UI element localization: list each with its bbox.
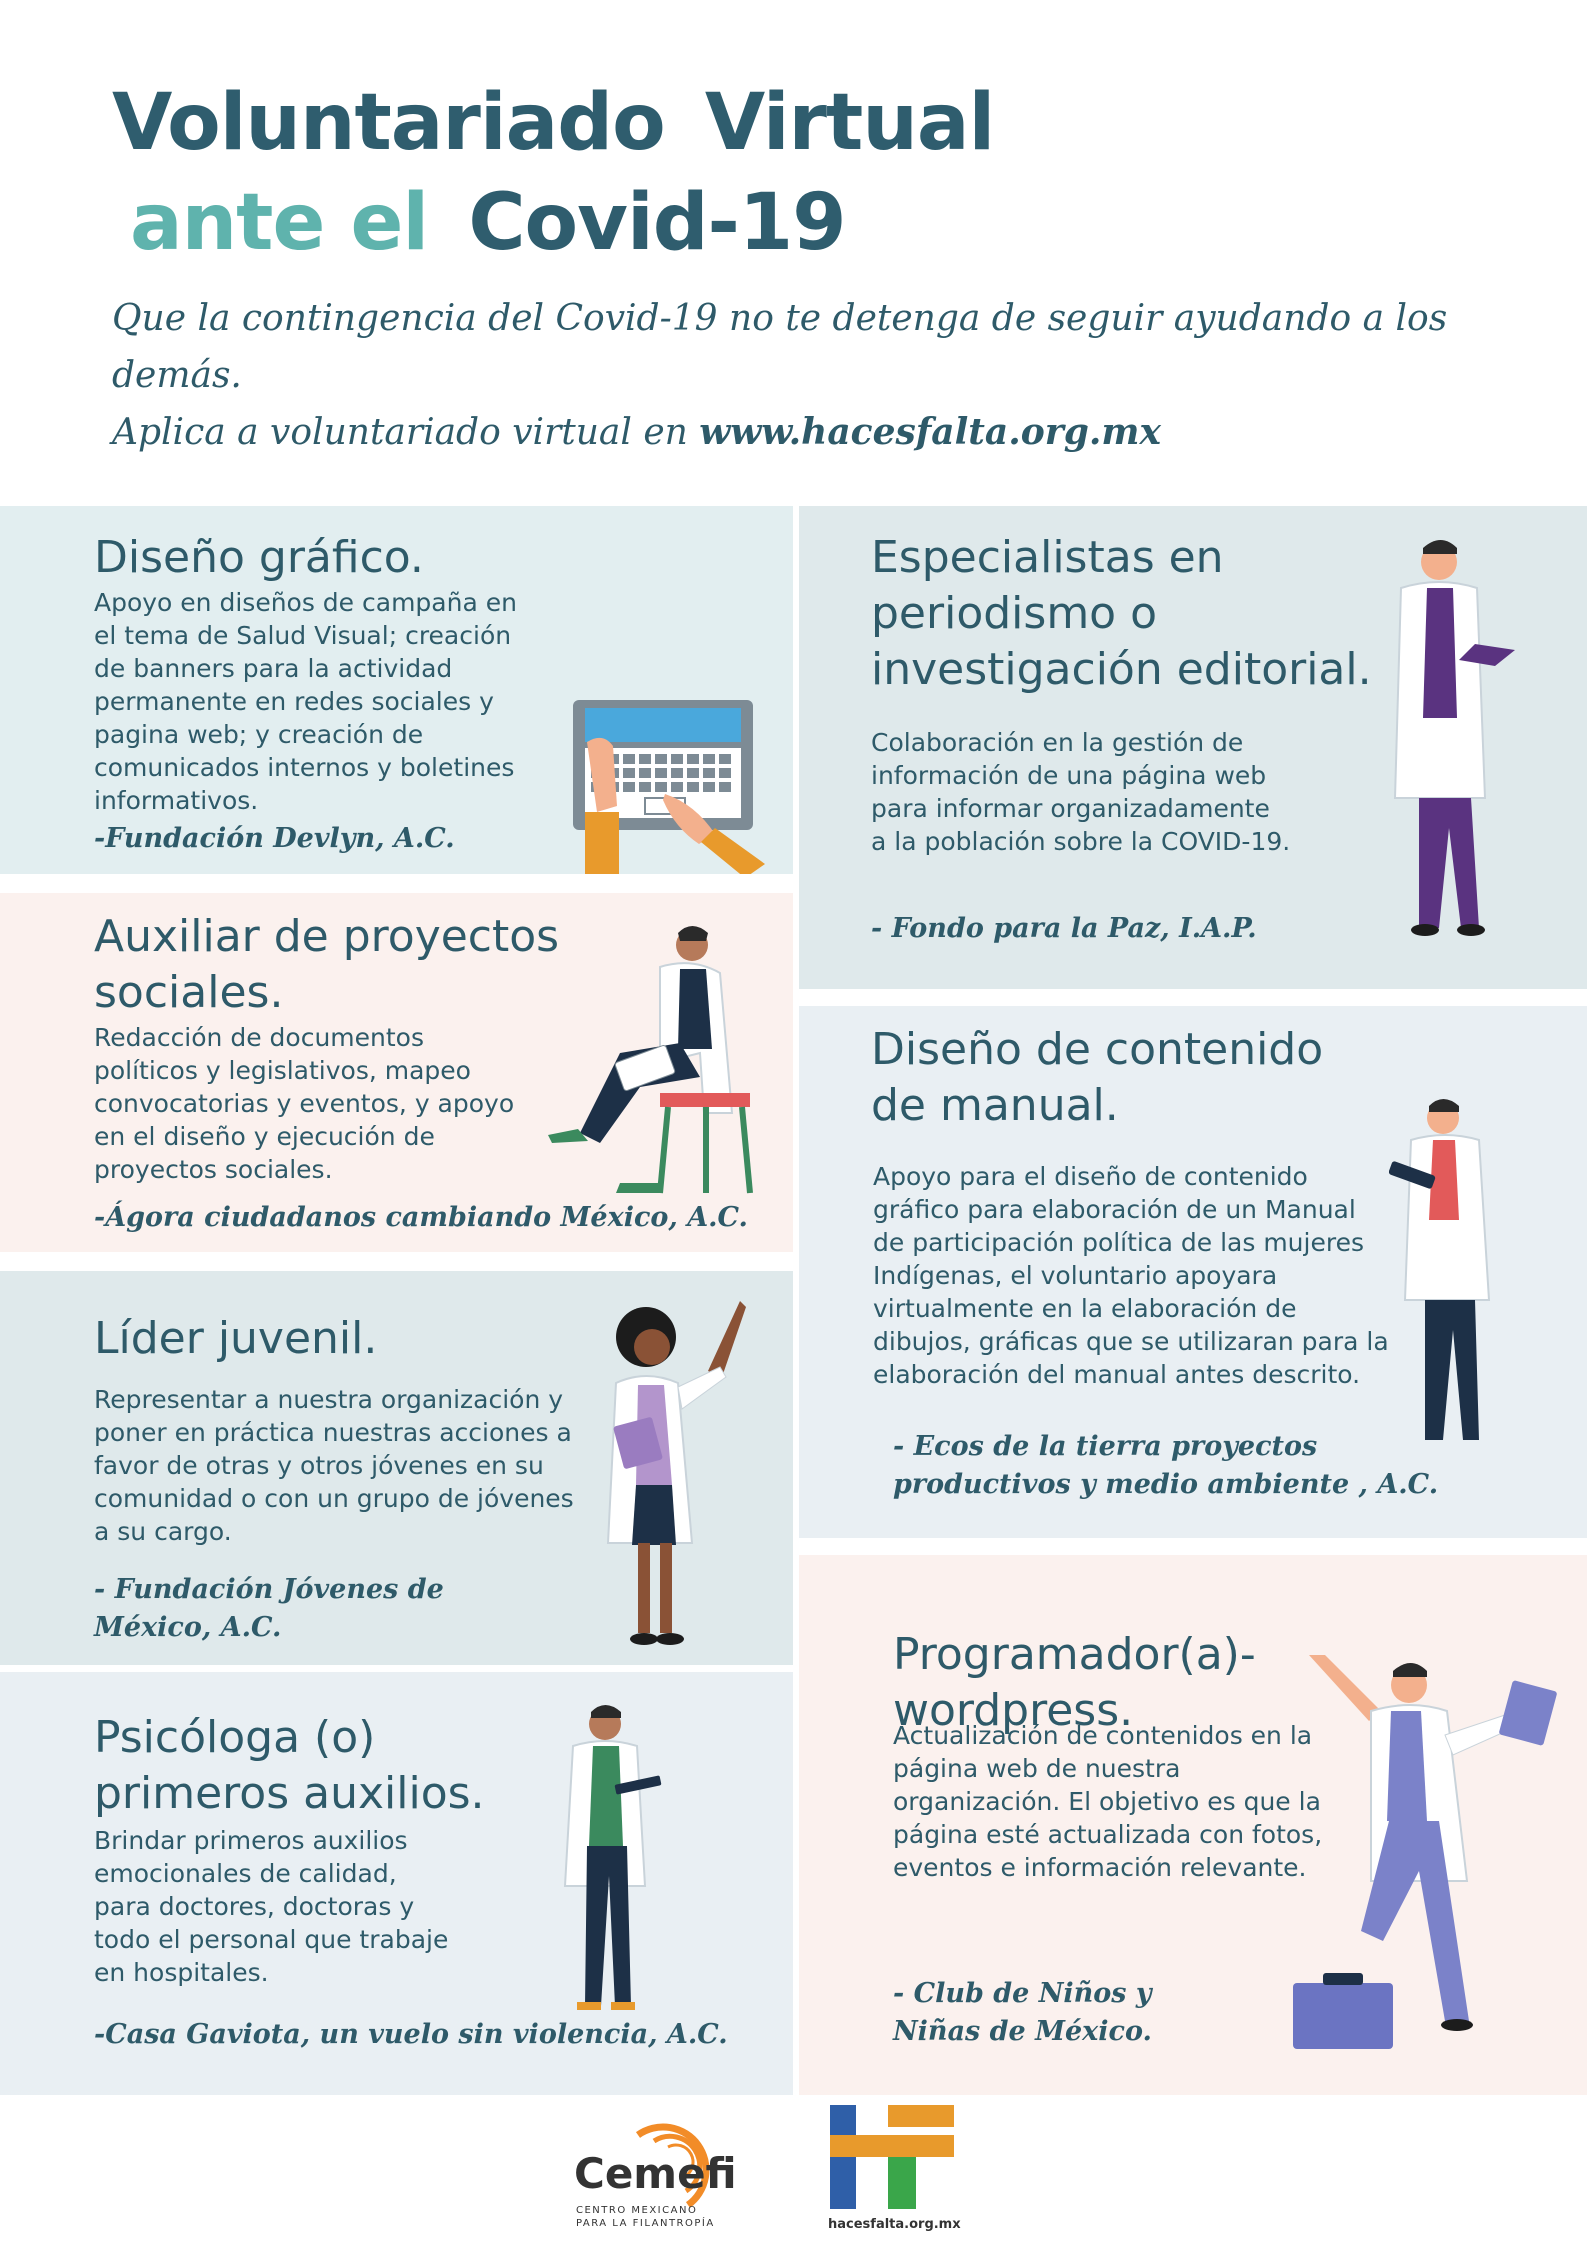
laptop-icon bbox=[565, 686, 780, 874]
card-org: -Casa Gaviota, un vuelo sin violencia, A.C. bbox=[94, 2019, 728, 2050]
cemefi-tagline-2: PARA LA FILANTROPÍA bbox=[576, 2218, 715, 2229]
card-description: Colaboración en la gestión de información de una página web para informar organizadamente a la población sobre la COVID-19. bbox=[871, 728, 1291, 856]
card-title: Especialistas en periodismo o investigación editorial. bbox=[871, 532, 1372, 695]
cemefi-logo bbox=[568, 2105, 768, 2235]
card-description: Actualización de contenidos en la página web de nuestra organización. El objetivo es que la página esté actualizada con fotos, eventos e información relevante. bbox=[893, 1721, 1323, 1882]
title-virtual: Virtual bbox=[704, 78, 995, 168]
subtitle-prefix: Aplica a voluntariado virtual en bbox=[112, 412, 700, 453]
card-org: -Ágora ciudadanos cambiando México, A.C. bbox=[94, 1202, 748, 1233]
title-ante-el: ante el bbox=[130, 178, 429, 268]
doctor-sitting-icon bbox=[520, 923, 760, 1203]
card-description: Brindar primeros auxilios emocionales de calidad, para doctores, doctoras y todo el personal que trabaje en hospitales. bbox=[94, 1826, 449, 1987]
card-title: Psicóloga (o) primeros auxilios. bbox=[94, 1712, 485, 1819]
card-title: Diseño de contenido de manual. bbox=[871, 1024, 1324, 1131]
page-subtitle bbox=[112, 290, 1572, 461]
hacesfalta-logo bbox=[828, 2105, 968, 2235]
subtitle-url[interactable]: www.hacesfalta.org.mx bbox=[699, 411, 1161, 453]
cemefi-tagline-1: CENTRO MEXICANO bbox=[576, 2205, 698, 2216]
subtitle-line-1: Que la contingencia del Covid-19 no te detenga de seguir ayudando a los demás. bbox=[112, 298, 1448, 396]
card-description: Representar a nuestra organización y poner en práctica nuestras acciones a favor de otras y otros jóvenes en su comunidad o con un grupo de jóvenes a su cargo. bbox=[94, 1385, 574, 1546]
card-title: Diseño gráfico. bbox=[94, 532, 424, 583]
card-title: Auxiliar de proyectos sociales. bbox=[94, 911, 560, 1018]
doctor-walking-icon bbox=[1279, 1655, 1559, 2065]
page-title bbox=[112, 78, 995, 268]
hf-mark-icon bbox=[828, 2105, 958, 2215]
title-voluntariado: Voluntariado bbox=[112, 78, 665, 168]
woman-doctor-icon bbox=[590, 1291, 770, 1656]
card-diseno-manual bbox=[799, 1006, 1587, 1538]
hacesfalta-url[interactable]: hacesfalta.org.mx bbox=[828, 2217, 961, 2232]
card-auxiliar-proyectos bbox=[0, 893, 793, 1252]
card-psicologa bbox=[0, 1672, 793, 2095]
card-especialistas bbox=[799, 506, 1587, 989]
doctor-clipboard-icon bbox=[1379, 536, 1529, 936]
cemefi-name: Cemefi bbox=[574, 2149, 737, 2198]
card-title: Programador(a)-wordpress. bbox=[893, 1629, 1256, 1736]
subtitle-line-2 bbox=[112, 404, 1572, 461]
card-diseno-grafico bbox=[0, 506, 793, 874]
title-covid: Covid-19 bbox=[468, 178, 846, 268]
card-programador bbox=[799, 1555, 1587, 2095]
card-description: Redacción de documentos políticos y legislativos, mapeo convocatorias y eventos, y apoyo en el diseño y ejecución de proyectos sociales. bbox=[94, 1023, 515, 1184]
card-title: Líder juvenil. bbox=[94, 1313, 378, 1364]
card-org: - Fondo para la Paz, I.A.P. bbox=[871, 913, 1257, 944]
card-description: Apoyo en diseños de campaña en el tema de Salud Visual; creación de banners para la actividad permanente en redes sociales y pagina web; y creación de comunicados internos y boletines informativos. bbox=[94, 588, 517, 815]
card-org: - Fundación Jóvenes de México, A.C. bbox=[94, 1574, 444, 1643]
card-org: - Club de Niños y Niñas de México. bbox=[893, 1978, 1152, 2047]
card-lider-juvenil bbox=[0, 1271, 793, 1665]
doctor-tablet-icon bbox=[1389, 1096, 1519, 1446]
card-org: -Fundación Devlyn, A.C. bbox=[94, 823, 455, 854]
doctor-phone-icon bbox=[555, 1702, 675, 2017]
card-description: Apoyo para el diseño de contenido gráfico para elaboración de un Manual de participación política de las mujeres Indígenas, el voluntario apoyara virtualmente en la elaboración de dibujos, gráficas que se utilizaran para la elaboración del manual antes descrito. bbox=[873, 1162, 1389, 1389]
card-org: - Ecos de la tierra proyectos productivos y medio ambiente , A.C. bbox=[893, 1431, 1439, 1500]
